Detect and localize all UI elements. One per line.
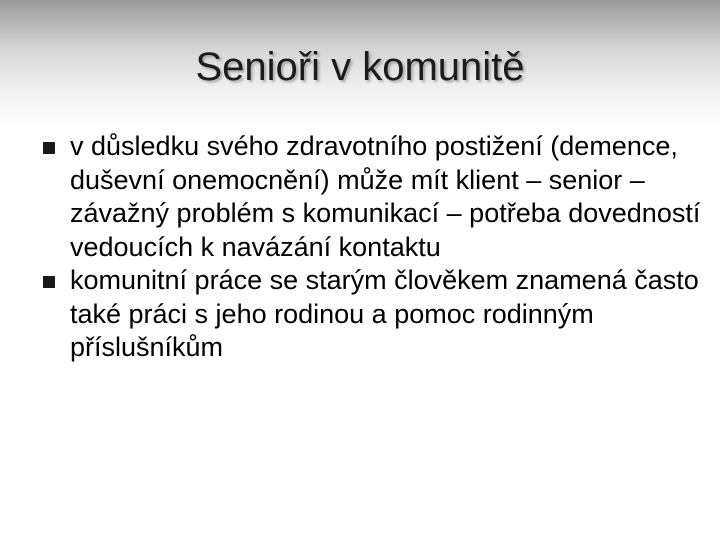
slide-title: Senioři v komunitě (195, 45, 525, 89)
bullet-list (42, 130, 702, 365)
square-bullet-icon (43, 142, 55, 154)
slide-content (42, 130, 702, 365)
square-bullet-icon (43, 276, 55, 288)
bullet-item (42, 264, 702, 365)
bullet-text: komunitní práce se starým člověkem znamená často také práci s jeho rodinou a pomoc rodinným příslušníkům (70, 265, 699, 362)
bullet-text: v důsledku svého zdravotního postižení (demence, duševní onemocnění) může mít klient – senior – závažný problém s komunikací – potřeba dovedností vedoucích k navázání kontaktu (70, 131, 701, 262)
bullet-item (42, 130, 702, 264)
